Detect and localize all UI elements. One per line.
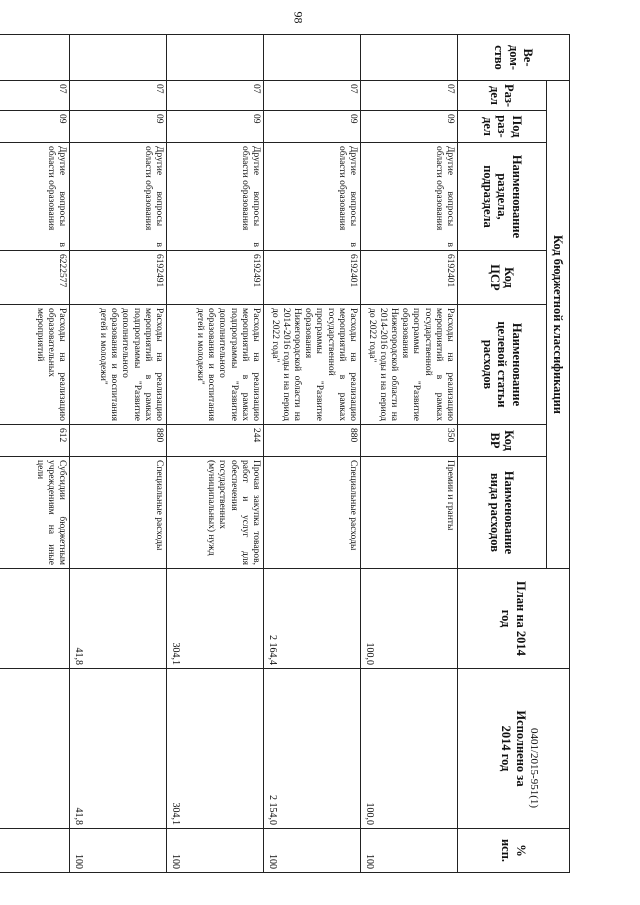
cell-vedomstvo: [167, 35, 264, 81]
page-number: 98: [291, 11, 306, 24]
table-row: [0, 35, 70, 873]
cell-fact: 100,0: [361, 669, 458, 829]
header-vedomstvo: Ве- дом- ство: [458, 35, 570, 81]
header-plan: План на 2014 год: [458, 569, 570, 669]
rotated-page-content: [34, 34, 570, 872]
cell-razdel-name: Другие вопросы в области образования: [264, 143, 361, 251]
cell-plan: [0, 569, 70, 669]
cell-percent: [0, 829, 70, 873]
cell-csr: 6192401: [361, 251, 458, 305]
cell-razdel-name: Другие вопросы в области образования: [361, 143, 458, 251]
table-row: [167, 35, 264, 873]
cell-plan: 100,0: [361, 569, 458, 669]
header-group-budget-classification: Код бюджетной классификации: [547, 81, 570, 569]
header-vr: Код ВР: [458, 425, 547, 457]
cell-razdel: 07: [361, 81, 458, 111]
cell-percent: 100: [361, 829, 458, 873]
cell-vr-name: Субсидии бюджетным учреждениям на иные цели: [0, 457, 70, 569]
cell-vr: 612: [0, 425, 70, 457]
header-vr-name: Наименование вида расходов: [458, 457, 547, 569]
cell-fact: 2 154,0: [264, 669, 361, 829]
table-row: [70, 35, 167, 873]
cell-plan: 2 164,4: [264, 569, 361, 669]
header-razdel-name: Наименование раздела, подраздела: [458, 143, 547, 251]
cell-podrazdel: 09: [264, 111, 361, 143]
cell-percent: 100: [167, 829, 264, 873]
cell-csr: 6192401: [264, 251, 361, 305]
cell-vr: 350: [361, 425, 458, 457]
cell-fact: 304,1: [167, 669, 264, 829]
cell-razdel-name: Другие вопросы в области образования: [167, 143, 264, 251]
document-code: 0401/2015-951(1): [528, 728, 540, 809]
cell-vedomstvo: [361, 35, 458, 81]
cell-csr: 6192491: [70, 251, 167, 305]
cell-podrazdel: 09: [361, 111, 458, 143]
cell-razdel-name: Другие вопросы в области образования: [0, 143, 70, 251]
table-row: [361, 35, 458, 873]
header-csr-name: Наименование целевой статьи расходов: [458, 305, 547, 425]
cell-vr-name: Специальные расходы: [70, 457, 167, 569]
cell-plan: 304,1: [167, 569, 264, 669]
cell-csr-name: Расходы на реализацию мероприятий в рамках подпрограммы "Развитие дополнительного образования и воспитания детей и молодежи": [70, 305, 167, 425]
cell-podrazdel: 09: [0, 111, 70, 143]
cell-csr: 6222577: [0, 251, 70, 305]
cell-vedomstvo: [264, 35, 361, 81]
cell-razdel: 07: [264, 81, 361, 111]
cell-csr-name: Расходы на реализацию образовательных мероприятий: [0, 305, 70, 425]
cell-vr: 880: [70, 425, 167, 457]
cell-csr-name: Расходы на реализацию мероприятий в рамках государственной программы "Развитие образования Нижегородской области на 2014-2016 годы и на период до 2022 года": [264, 305, 361, 425]
cell-csr-name: Расходы на реализацию мероприятий в рамках государственной программы "Развитие образования Нижегородской области на 2014-2016 годы и на период до 2022 года": [361, 305, 458, 425]
cell-csr-name: Расходы на реализацию мероприятий в рамках подпрограммы "Развитие дополнительного образования и воспитания детей и молодежи": [167, 305, 264, 425]
header-podrazdel: Под раз- дел: [458, 111, 547, 143]
cell-fact: [0, 669, 70, 829]
cell-vr: 244: [167, 425, 264, 457]
table-row: [264, 35, 361, 873]
cell-podrazdel: 09: [70, 111, 167, 143]
header-csr: Код ЦСР: [458, 251, 547, 305]
cell-percent: 100: [264, 829, 361, 873]
header-razdel: Раз- дел: [458, 81, 547, 111]
budget-table: [0, 34, 570, 873]
cell-vedomstvo: [0, 35, 70, 81]
cell-plan: 41,8: [70, 569, 167, 669]
cell-csr: 6192491: [167, 251, 264, 305]
cell-vr: 880: [264, 425, 361, 457]
cell-razdel: 07: [70, 81, 167, 111]
cell-vr-name: Прочая закупка товаров, работ и услуг для обеспечения государственных (муниципальных) нужд: [167, 457, 264, 569]
cell-percent: 100: [70, 829, 167, 873]
cell-razdel: 07: [167, 81, 264, 111]
cell-vr-name: Специальные расходы: [264, 457, 361, 569]
header-fact: Исполнено за 2014 год: [458, 669, 570, 829]
header-percent: % исп.: [458, 829, 570, 873]
cell-fact: 41,8: [70, 669, 167, 829]
cell-razdel: 07: [0, 81, 70, 111]
cell-vedomstvo: [70, 35, 167, 81]
cell-vr-name: Премии и гранты: [361, 457, 458, 569]
cell-razdel-name: Другие вопросы в области образования: [70, 143, 167, 251]
cell-podrazdel: 09: [167, 111, 264, 143]
